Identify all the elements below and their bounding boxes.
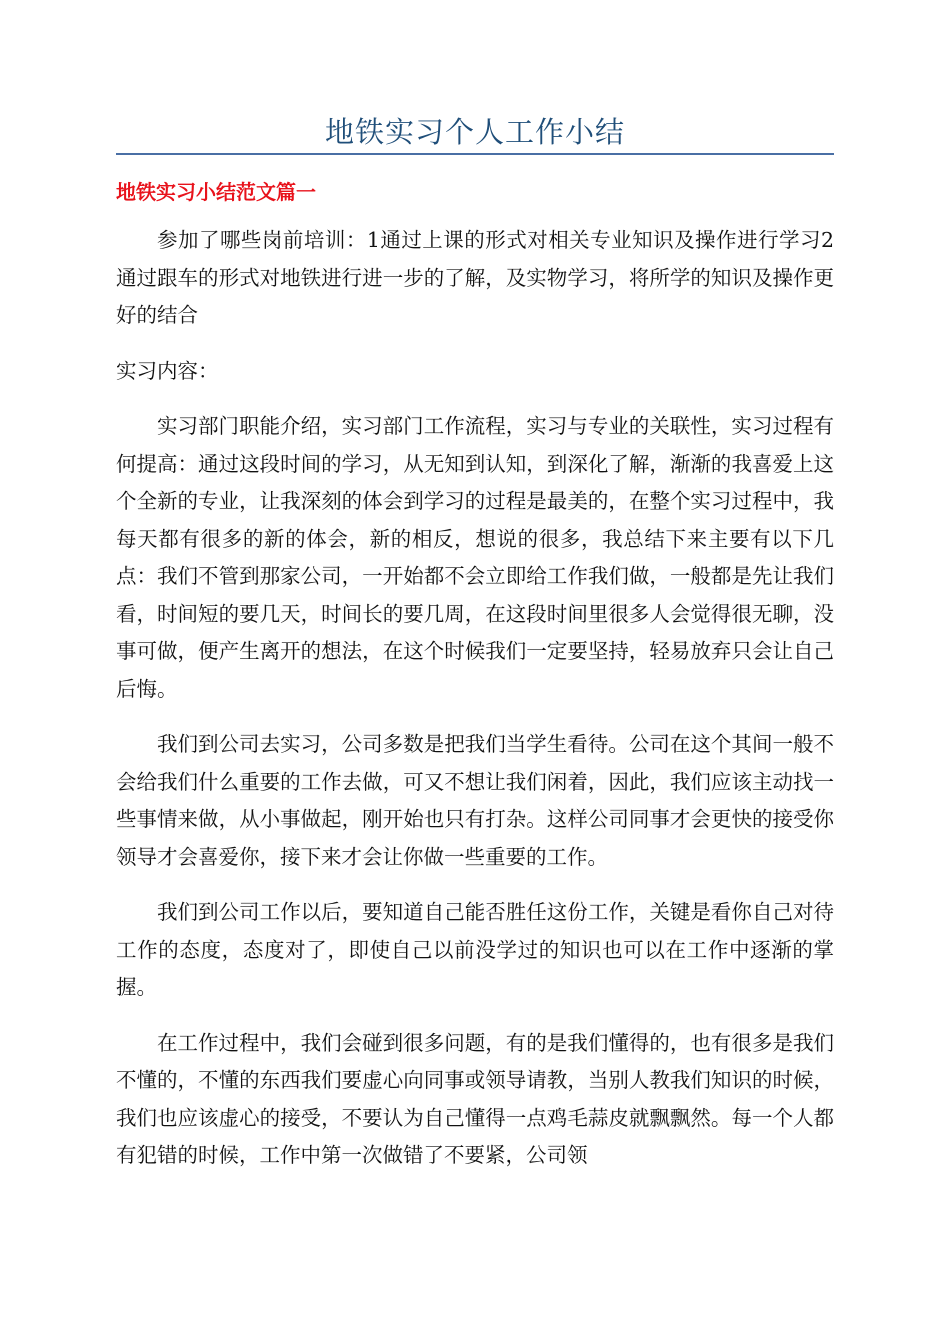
document-title: 地铁实习个人工作小结 [324, 115, 625, 149]
paragraph-problems: 在工作过程中，我们会碰到很多问题，有的是我们懂得的，也有很多是我们不懂的，不懂的东西我们要虚心向同事或领导请教，当别人教我们知识的时候，我们也应该虚心的接受，不要认为自己懂得一点鸡毛蒜皮就飘飘然。每一个人都有犯错的时候，工作中第一次做错了不要紧，公司领 [116, 1030, 834, 1167]
paragraph-company: 我们到公司去实习，公司多数是把我们当学生看待。公司在这个其间一般不会给我们什么重要的工作去做，可又不想让我们闲着，因此，我们应该主动找一些事情来做，从小事做起，刚开始也只有打杂。这样公司同事才会更快的接受你领导才会喜爱你，接下来才会让你做一些重要的工作。 [116, 732, 834, 869]
section-heading: 地铁实习小结范文篇一 [116, 180, 316, 204]
title-divider [116, 153, 834, 155]
paragraph-attitude: 我们到公司工作以后，要知道自己能否胜任这份工作，关键是看你自己对待工作的态度，态度对了，即使自己以前没学过的知识也可以在工作中逐渐的掌握。 [116, 900, 834, 999]
paragraph-content-label: 实习内容： [116, 358, 219, 383]
paragraph-training: 参加了哪些岗前培训：1通过上课的形式对相关专业知识及操作进行学习2通过跟车的形式对地铁进行进一步的了解，及实物学习，将所学的知识及操作更好的结合 [116, 228, 834, 327]
document-body [116, 222, 834, 1193]
paragraph-intro: 实习部门职能介绍，实习部门工作流程，实习与专业的关联性，实习过程有何提高：通过这段时间的学习，从无知到认知，到深化了解，渐渐的我喜爱上这个全新的专业，让我深刻的体会到学习的过程是最美的，在整个实习过程中，我每天都有很多的新的体会，新的相反，想说的很多，我总结下来主要有以下几点：我们不管到那家公司，一开始都不会立即给工作我们做，一般都是先让我们看，时间短的要几天，时间长的要几周，在这段时间里很多人会觉得很无聊，没事可做，便产生离开的想法，在这个时候我们一定要坚持，轻易放弃只会让自己后悔。 [116, 414, 834, 701]
